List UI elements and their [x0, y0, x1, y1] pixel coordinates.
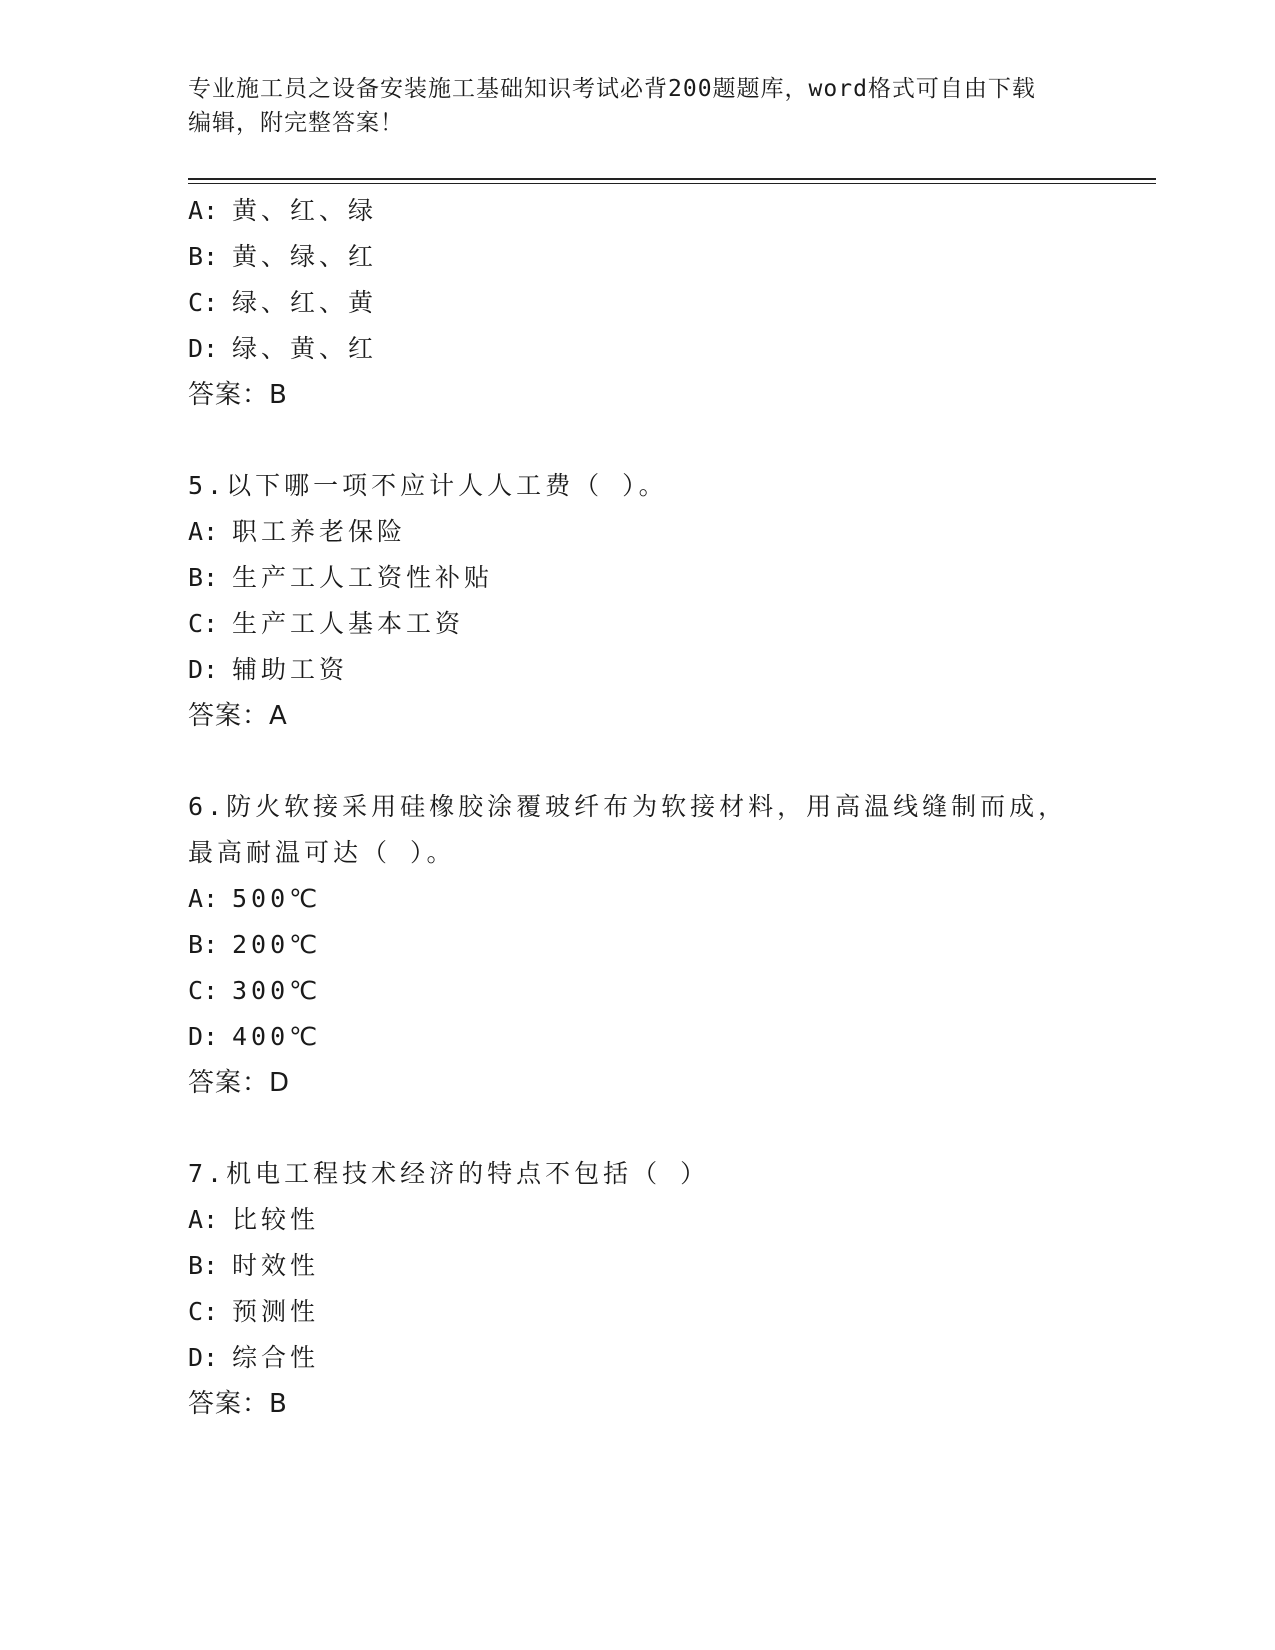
answer: 答案：A — [188, 701, 288, 731]
option-label: D: — [188, 334, 219, 363]
question-text: 5.以下哪一项不应计人人工费（ ）。 — [188, 471, 668, 500]
option-text: 比较性 — [232, 1205, 320, 1234]
option-text: 时效性 — [232, 1251, 320, 1280]
option-a — [188, 509, 1148, 555]
option-text: 综合性 — [232, 1343, 320, 1372]
question-block-5 — [188, 463, 1148, 739]
option-label: B: — [188, 242, 219, 271]
option-text: 绿、红、黄 — [232, 288, 378, 317]
option-text: 200℃ — [232, 930, 322, 959]
option-label: A: — [188, 884, 219, 913]
option-text: 辅助工资 — [232, 655, 349, 684]
header-title-line-1: 专业施工员之设备安装施工基础知识考试必背200题题库，word格式可自由下载 — [188, 76, 1036, 102]
question-text: 6.防火软接采用硅橡胶涂覆玻纤布为软接材料，用高温线缝制而成， — [188, 792, 1068, 821]
option-text: 黄、绿、红 — [232, 242, 378, 271]
option-c — [188, 280, 1148, 326]
option-label: C: — [188, 976, 219, 1005]
option-label: C: — [188, 1297, 219, 1326]
option-d — [188, 1014, 1148, 1060]
question-block-prev — [188, 188, 1148, 418]
option-b — [188, 234, 1148, 280]
option-text: 黄、红、绿 — [232, 196, 378, 225]
option-c — [188, 968, 1148, 1014]
answer: 答案：D — [188, 1068, 291, 1098]
option-label: A: — [188, 196, 219, 225]
question-text-continued: 最高耐温可达（ ）。 — [188, 838, 456, 867]
option-text: 生产工人工资性补贴 — [232, 563, 494, 592]
option-label: C: — [188, 288, 219, 317]
document-header — [188, 72, 1088, 140]
question-block-6 — [188, 784, 1148, 1106]
option-d — [188, 1335, 1148, 1381]
header-divider-thin — [188, 183, 1156, 184]
option-text: 预测性 — [232, 1297, 320, 1326]
option-a — [188, 1197, 1148, 1243]
question-list — [188, 188, 1148, 1427]
option-label: B: — [188, 563, 219, 592]
option-text: 300℃ — [232, 976, 322, 1005]
question-block-7 — [188, 1151, 1148, 1427]
option-label: D: — [188, 1343, 219, 1372]
answer: 答案：B — [188, 1389, 288, 1419]
option-text: 400℃ — [232, 1022, 322, 1051]
option-d — [188, 647, 1148, 693]
option-label: A: — [188, 1205, 219, 1234]
option-a — [188, 876, 1148, 922]
option-text: 绿、黄、红 — [232, 334, 378, 363]
option-label: D: — [188, 655, 219, 684]
option-b — [188, 1243, 1148, 1289]
option-d — [188, 326, 1148, 372]
answer: 答案：B — [188, 380, 288, 410]
header-divider-thick — [188, 178, 1156, 180]
option-b — [188, 555, 1148, 601]
option-text: 500℃ — [232, 884, 322, 913]
option-a — [188, 188, 1148, 234]
option-label: A: — [188, 517, 219, 546]
option-text: 生产工人基本工资 — [232, 609, 465, 638]
option-label: D: — [188, 1022, 219, 1051]
option-c — [188, 601, 1148, 647]
question-text: 7.机电工程技术经济的特点不包括（ ） — [188, 1159, 710, 1188]
option-text: 职工养老保险 — [232, 517, 407, 546]
option-label: C: — [188, 609, 219, 638]
option-c — [188, 1289, 1148, 1335]
option-label: B: — [188, 930, 219, 959]
option-label: B: — [188, 1251, 219, 1280]
option-b — [188, 922, 1148, 968]
header-title-line-2: 编辑，附完整答案！ — [188, 110, 404, 136]
